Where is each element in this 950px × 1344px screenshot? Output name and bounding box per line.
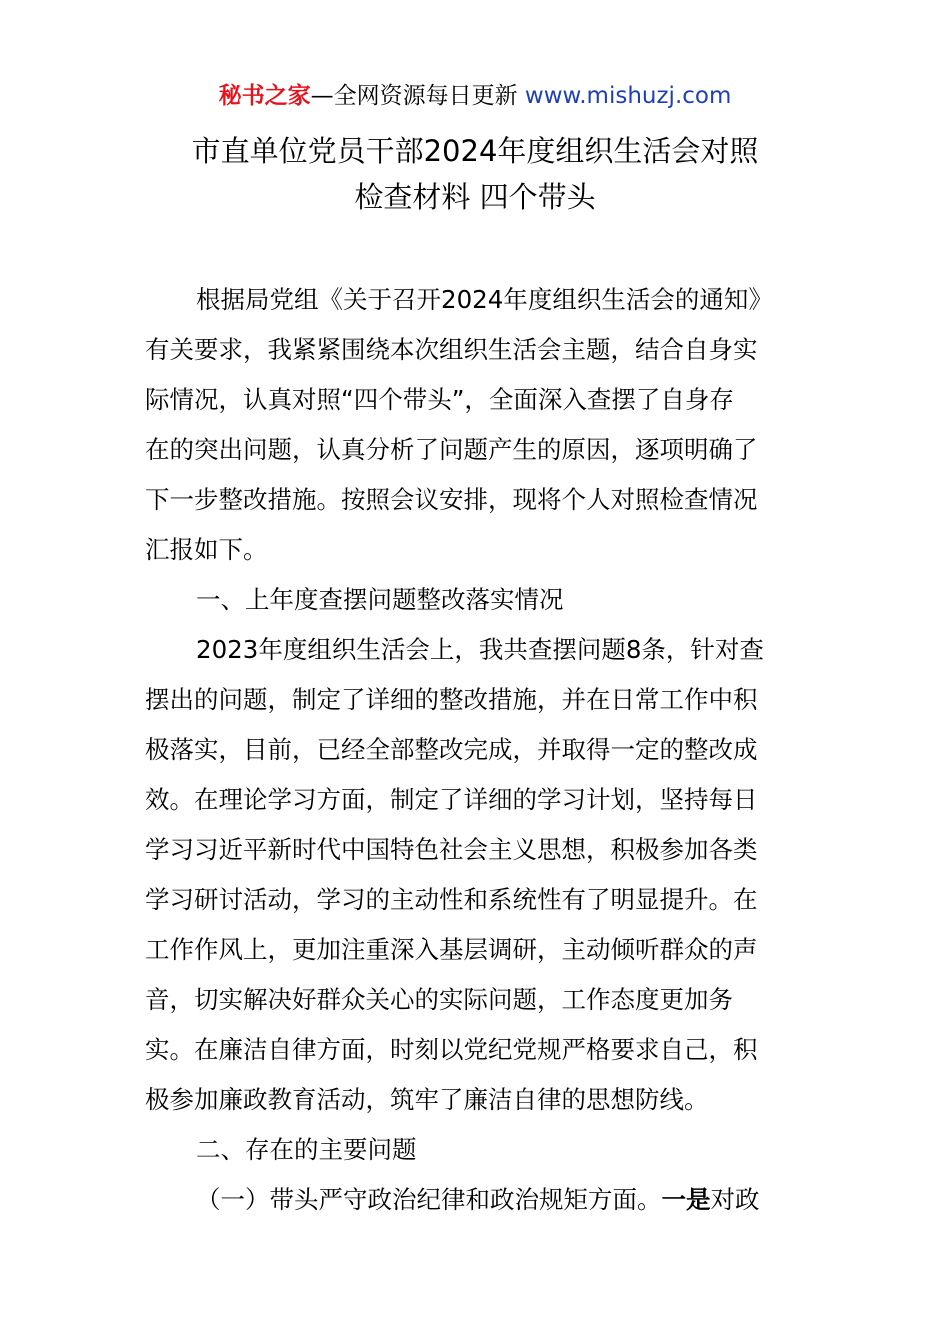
document-body — [145, 275, 809, 1225]
site-url-link[interactable]: www.mishuzj.com — [524, 83, 732, 109]
section-heading-1 — [145, 575, 809, 625]
heading-text: 二、存在的主要问题 — [196, 1135, 417, 1164]
title-line-1: 市直单位党员干部2024年度组织生活会对照 — [191, 134, 759, 168]
section-heading-2 — [145, 1125, 809, 1175]
document-title — [0, 128, 950, 220]
text-line: 汇报如下。 — [145, 535, 268, 564]
text-line: 学习研讨活动，学习的主动性和系统性有了明显提升。在 — [145, 885, 758, 914]
text-line: 学习习近平新时代中国特色社会主义思想，积极参加各类 — [145, 835, 758, 864]
text-line: 极落实，目前，已经全部整改完成，并取得一定的整改成 — [145, 735, 758, 764]
text-line — [145, 1175, 809, 1225]
text-line: 效。在理论学习方面，制定了详细的学习计划，坚持每日 — [145, 785, 758, 814]
section1-paragraph — [145, 625, 809, 1125]
text-line: 摆出的问题，制定了详细的整改措施，并在日常工作中积 — [145, 685, 758, 714]
subsection-tail: 对政 — [710, 1185, 760, 1214]
text-line: 2023年度组织生活会上，我共查摆问题8条，针对查 — [196, 635, 764, 664]
text-line: 有关要求，我紧紧围绕本次组织生活会主题，结合自身实 — [145, 335, 758, 364]
text-line: 音，切实解决好群众关心的实际问题，工作态度更加务 — [145, 985, 733, 1014]
header-tagline: —全网资源每日更新 — [310, 83, 525, 109]
title-line-2: 检查材料 四个带头 — [354, 180, 596, 214]
brand-name: 秘书之家 — [218, 83, 311, 109]
subsection-1 — [145, 1175, 809, 1225]
site-header — [0, 80, 950, 112]
bold-marker: 一是 — [661, 1185, 711, 1214]
text-line: 际情况，认真对照“四个带头”，全面深入查摆了自身存 — [145, 385, 734, 414]
subsection-lead: （一）带头严守政治纪律和政治规矩方面。 — [196, 1185, 662, 1214]
intro-paragraph — [145, 275, 809, 575]
text-line: 根据局党组《关于召开2024年度组织生活会的通知》 — [196, 285, 773, 314]
text-line: 下一步整改措施。按照会议安排，现将个人对照检查情况 — [145, 485, 758, 514]
text-line: 极参加廉政教育活动，筑牢了廉洁自律的思想防线。 — [145, 1085, 709, 1114]
text-line: 在的突出问题，认真分析了问题产生的原因，逐项明确了 — [145, 435, 758, 464]
heading-text: 一、上年度查摆问题整改落实情况 — [196, 585, 564, 614]
text-line: 实。在廉洁自律方面，时刻以党纪党规严格要求自己，积 — [145, 1035, 758, 1064]
text-line: 工作作风上，更加注重深入基层调研，主动倾听群众的声 — [145, 935, 758, 964]
